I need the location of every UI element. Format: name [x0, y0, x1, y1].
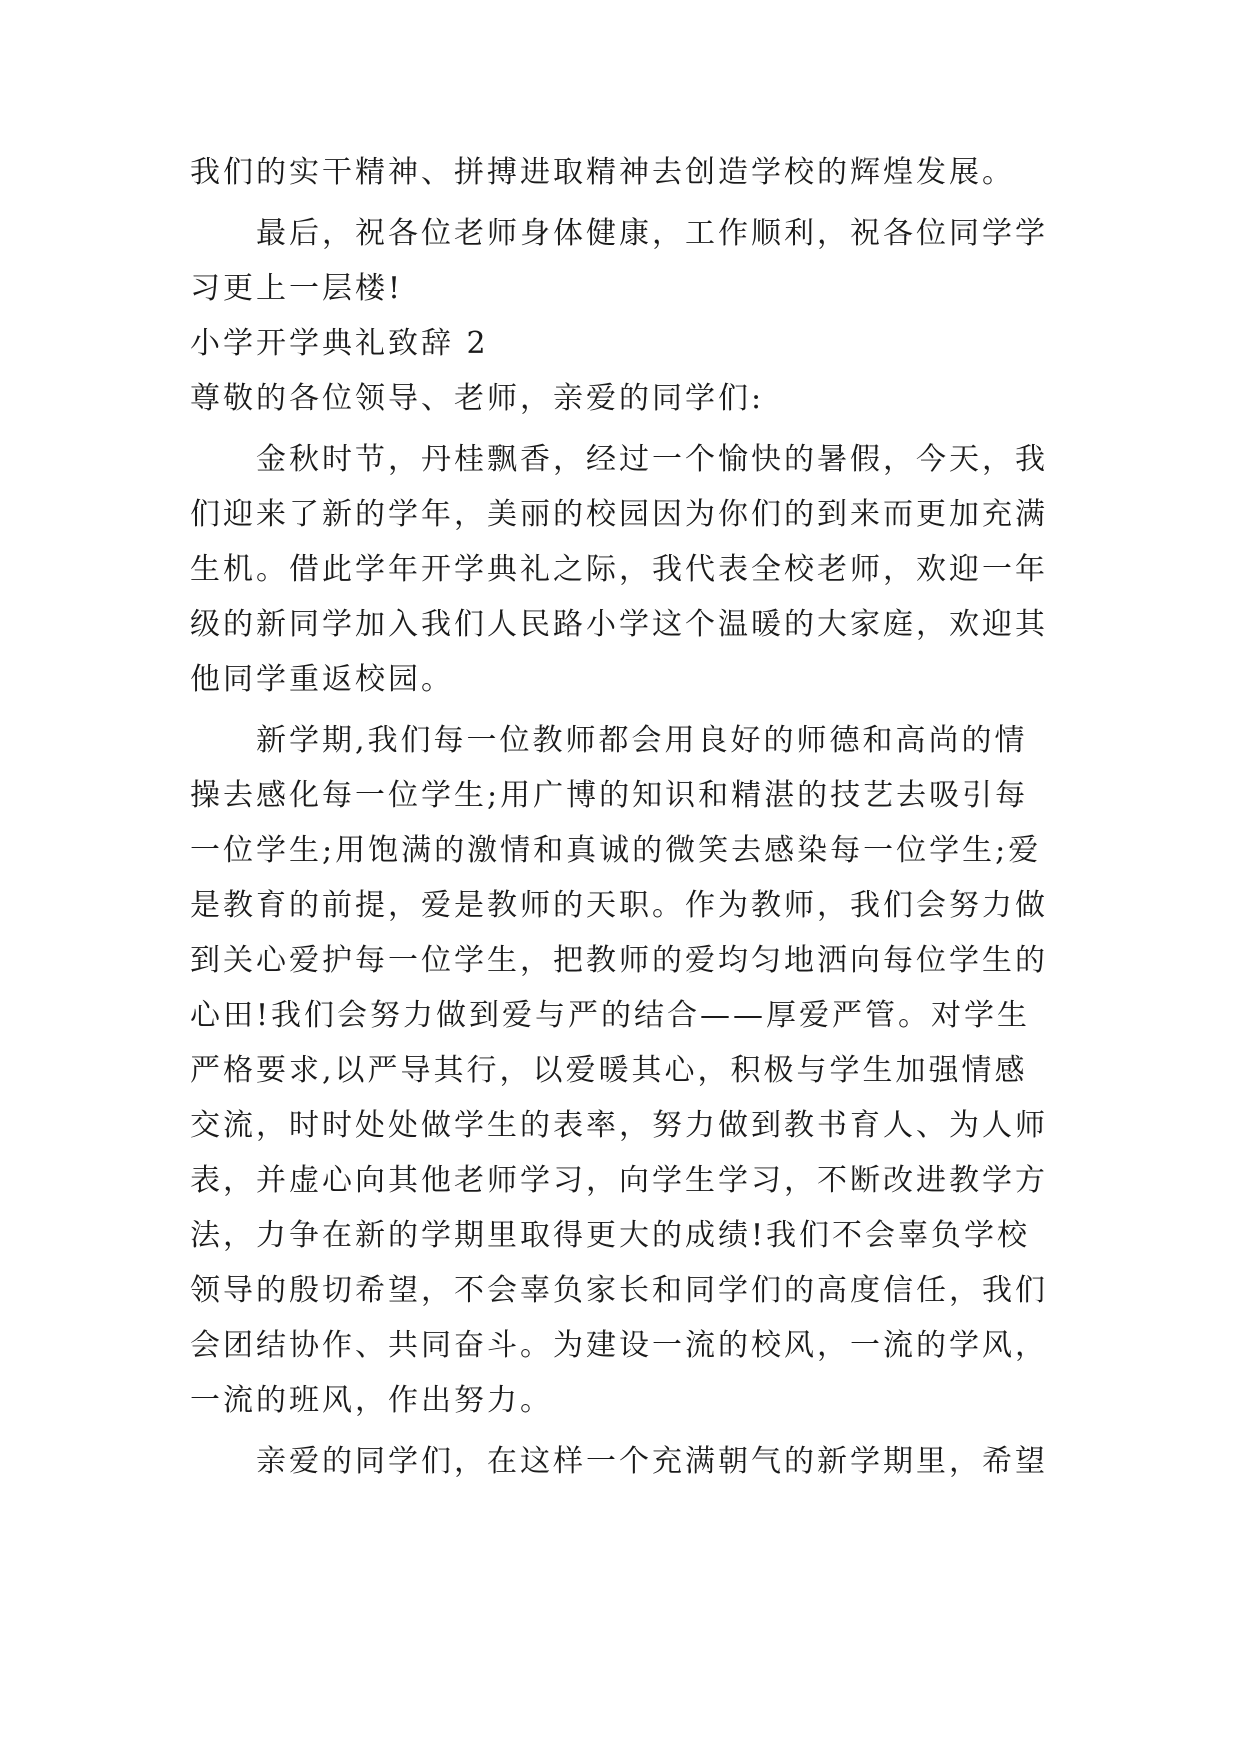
text-line: 心田!我们会努力做到爱与严的结合——厚爱严管。对学生	[190, 998, 1031, 1033]
text-line: 会团结协作、共同奋斗。为建设一流的校风，一流的学风，	[190, 1328, 1048, 1363]
text-line: 操去感化每一位学生;用广博的知识和精湛的技艺去吸引每	[190, 778, 1029, 813]
text-line: 表，并虚心向其他老师学习，向学生学习，不断改进教学方	[190, 1163, 1048, 1198]
text-line: 我们的实干精神、拼搏进取精神去创造学校的辉煌发展。	[190, 155, 1015, 190]
text-line: 领导的殷切希望，不会辜负家长和同学们的高度信任，我们	[190, 1273, 1048, 1308]
text-line: 习更上一层楼!	[190, 271, 404, 306]
text-line: 亲爱的同学们，在这样一个充满朝气的新学期里，希望	[256, 1444, 1048, 1479]
text-line: 一位学生;用饱满的激情和真诚的微笑去感染每一位学生;爱	[190, 833, 1042, 868]
text-line: 生机。借此学年开学典礼之际，我代表全校老师，欢迎一年	[190, 552, 1048, 587]
text-line: 交流，时时处处做学生的表率，努力做到教书育人、为人师	[190, 1108, 1048, 1143]
salutation: 尊敬的各位领导、老师，亲爱的同学们:	[190, 381, 765, 416]
text-line: 法，力争在新的学期里取得更大的成绩!我们不会辜负学校	[190, 1218, 1031, 1253]
text-line: 他同学重返校园。	[190, 662, 454, 697]
text-line: 到关心爱护每一位学生，把教师的爱均匀地洒向每位学生的	[190, 943, 1048, 978]
text-line: 新学期,我们每一位教师都会用良好的师德和高尚的情	[256, 723, 1028, 758]
text-line: 一流的班风，作出努力。	[190, 1383, 553, 1418]
text-line: 是教育的前提，爱是教师的天职。作为教师，我们会努力做	[190, 888, 1048, 923]
text-line: 们迎来了新的学年，美丽的校园因为你们的到来而更加充满	[190, 497, 1048, 532]
document-body	[190, 155, 1060, 1479]
text-line: 严格要求,以严导其行，以爱暖其心，积极与学生加强情感	[190, 1053, 1028, 1088]
text-line: 金秋时节，丹桂飘香，经过一个愉快的暑假，今天，我	[256, 442, 1048, 477]
text-line: 最后，祝各位老师身体健康，工作顺利，祝各位同学学	[256, 216, 1048, 251]
section-heading: 小学开学典礼致辞 2	[190, 326, 489, 361]
text-line: 级的新同学加入我们人民路小学这个温暖的大家庭，欢迎其	[190, 607, 1048, 642]
